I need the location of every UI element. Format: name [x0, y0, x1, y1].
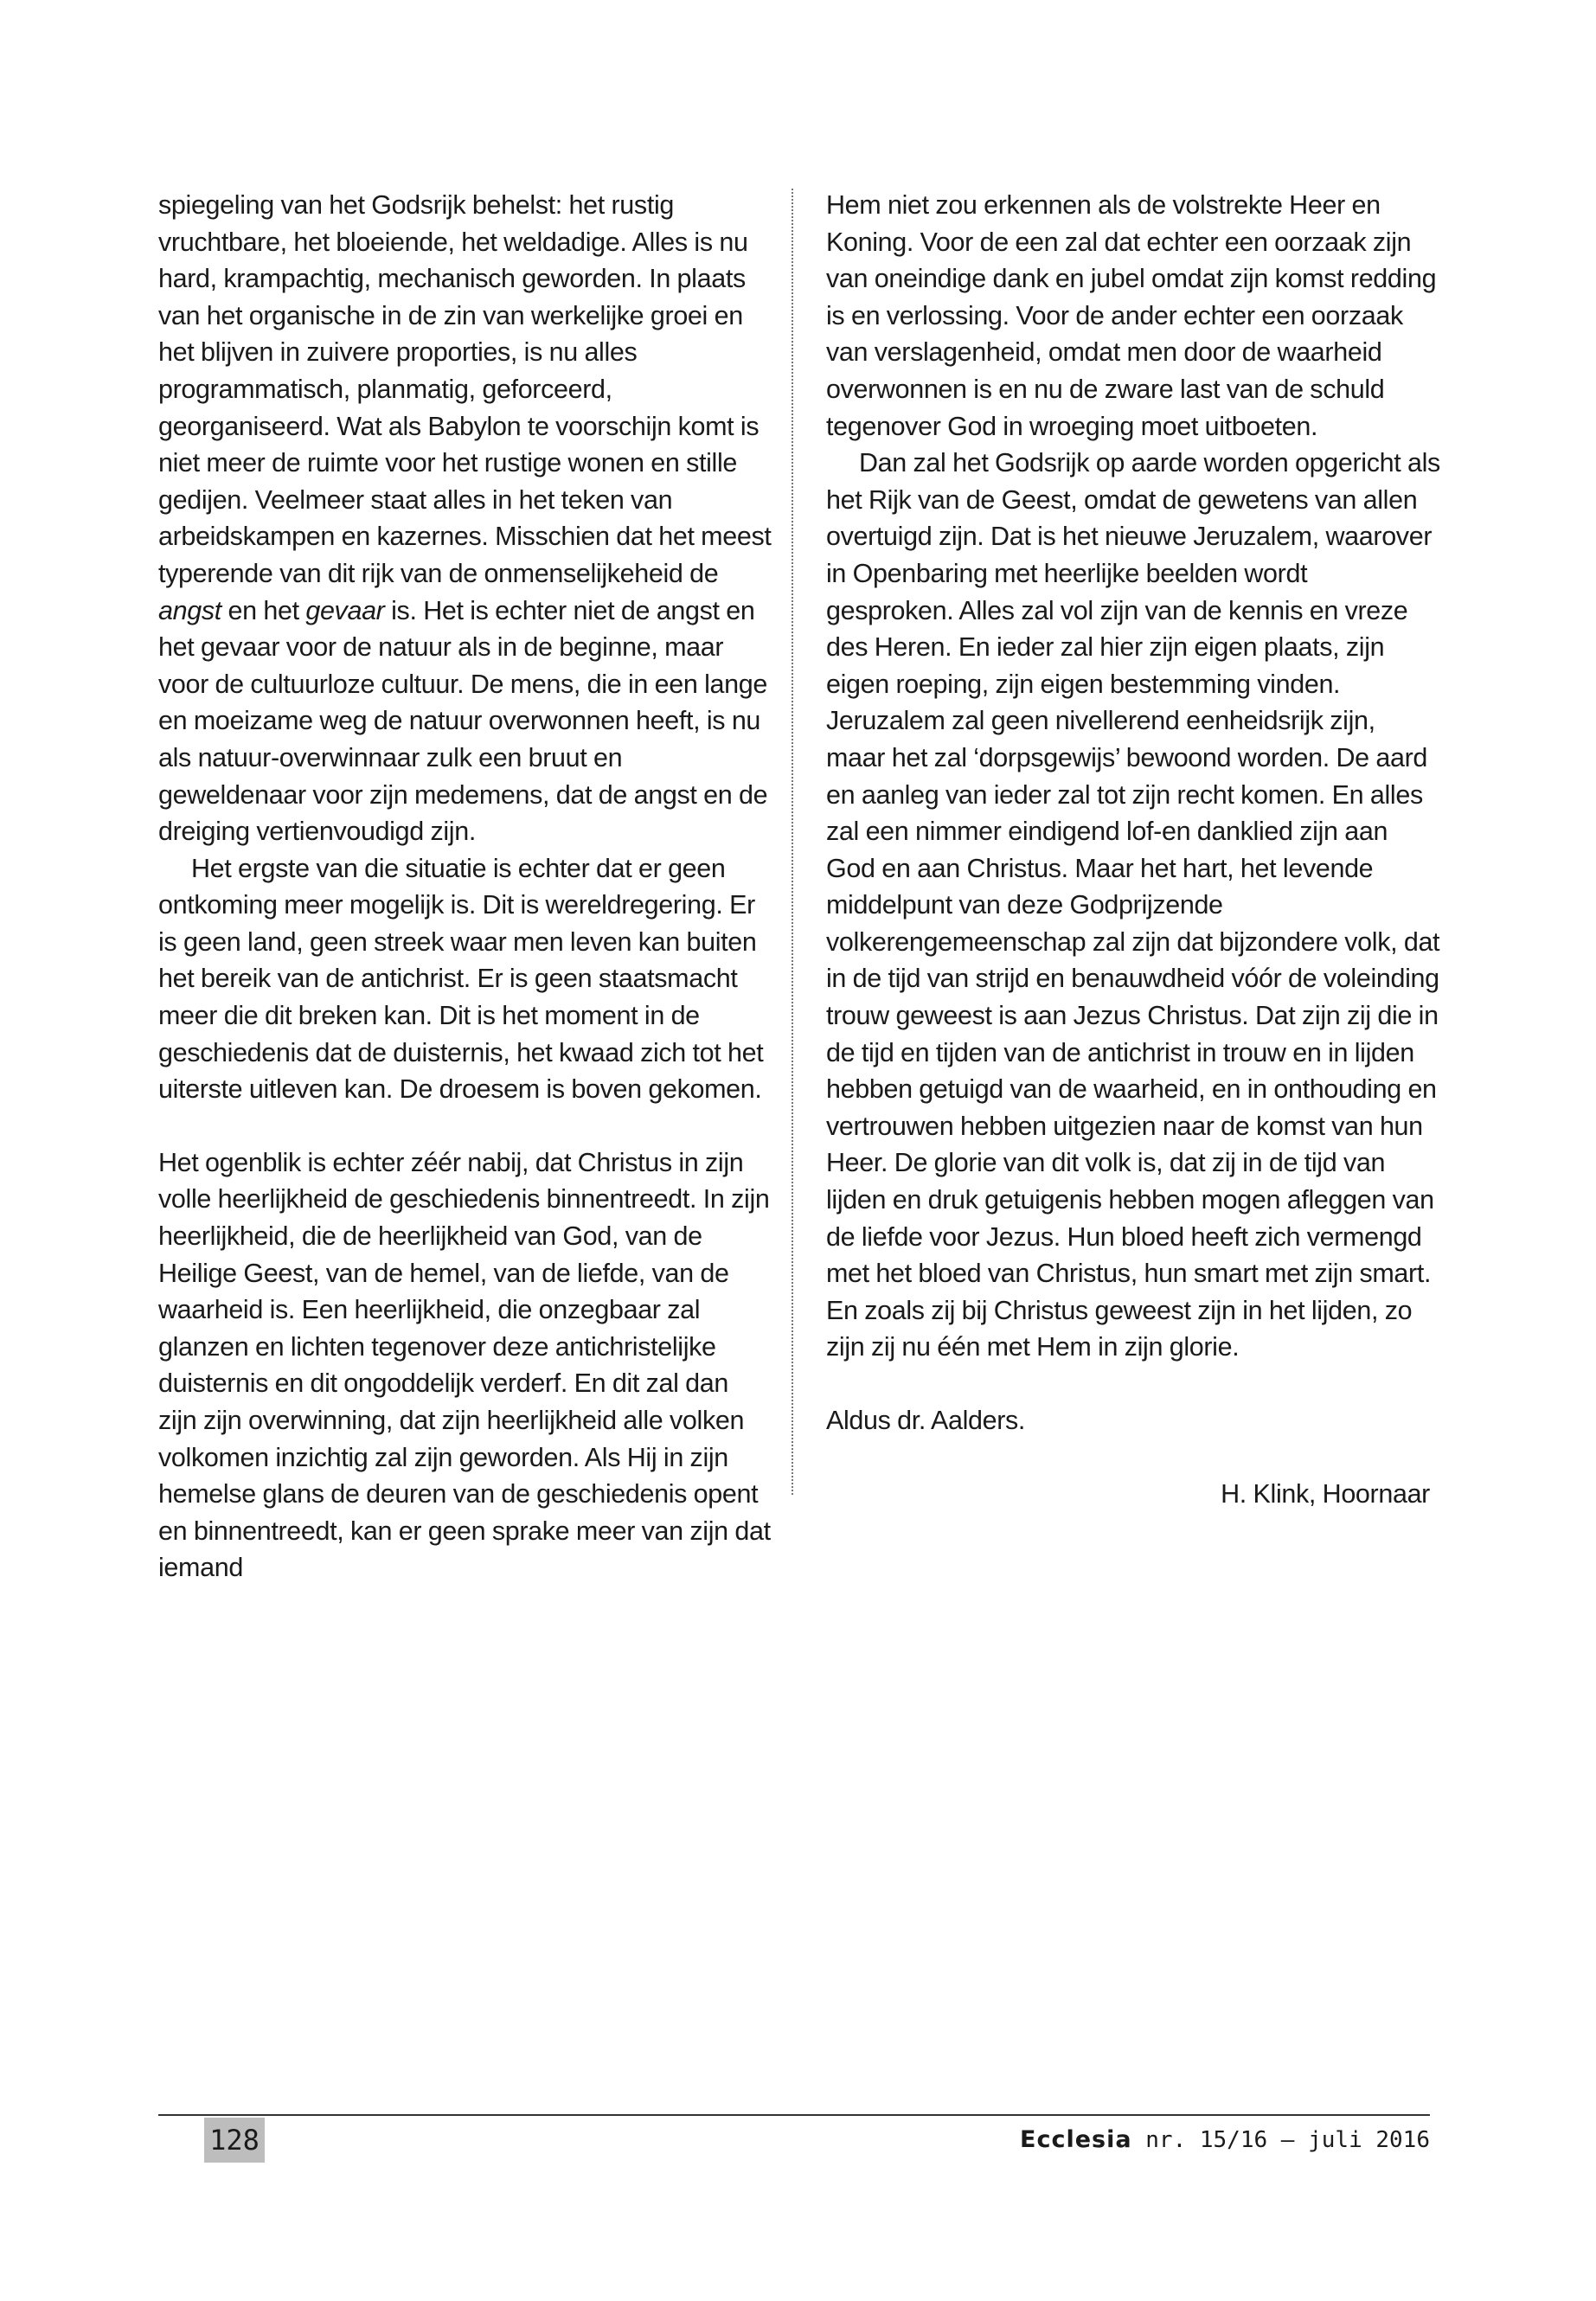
paragraph — [158, 187, 772, 850]
author-signature: H. Klink, Hoornaar — [1221, 1478, 1430, 1509]
right-column — [826, 187, 1440, 1512]
column-divider — [792, 189, 793, 1495]
paragraph: Het ogenblik is echter zéér nabij, dat Christus in zijn volle heerlijkheid de geschiedenis binnentreedt. In zijn heerlijkheid, die de heerlijkheid van God, van de Heilige Geest, van de hemel, van de liefde, van de waarheid is. Een heerlijkheid, die onzegbaar zal glanzen en lichten tegenover deze antichristelijke duisternis en dit ongoddelijk verderf. En dit zal dan zijn zijn overwinning, dat zijn heerlijkheid alle volken volkomen inzichtig zal zijn geworden. Als Hij in zijn hemelse glans de deuren van de geschiedenis opent en binnentreedt, kan er geen sprake meer van zijn dat iemand — [158, 1147, 771, 1583]
running-footer — [1020, 2118, 1430, 2163]
page-number: 128 — [204, 2118, 265, 2163]
paragraph: Aldus dr. Aalders. — [826, 1406, 1026, 1435]
magazine-title: Ecclesia — [1020, 2126, 1132, 2153]
emphasis-text: angst — [158, 595, 221, 625]
emphasis-text: gevaar — [305, 595, 385, 625]
paragraph-text: en het — [221, 595, 306, 625]
paragraph: Dan zal het Godsrijk op aarde worden opgericht als het Rijk van de Geest, omdat de gewetens van allen overtuigd zijn. Dat is het nieuwe Jeruzalem, waarover in Openbaring met heerlijke beelden wordt gesproken. Alles zal vol zijn van de kennis en vreze des Heren. En ieder zal hier zijn eigen plaats, zijn eigen roeping, zijn eigen bestemming vinden. Jeruzalem zal geen nivellerend eenheidsrijk zijn, maar het zal ‘dorpsgewijs’ bewoond worden. De aard en aanleg van ieder zal tot zijn recht komen. En alles zal een nimmer eindigend lof-en danklied zijn aan God en aan Christus. Maar het hart, het levende middelpunt van deze Godprijzende volkerengemeenschap zal zijn dat bijzondere volk, dat in de tijd van strijd en benauwdheid vóór de voleinding trouw geweest is aan Jezus Christus. Dat zijn zij die in de tijd en tijden van de antichrist in trouw en in lijden hebben getuigd van de waarheid, en in onthouding en vertrouwen hebben uitgezien naar de komst van hun Heer. De glorie van dit volk is, dat zij in de tijd van lijden en druk getuigenis hebben mogen afleggen van de liefde voor Jezus. Hun bloed heeft zich vermengd met het bloed van Christus, hun smart met zijn smart. En zoals zij bij Christus geweest zijn in het lijden, zo zijn zij nu één met Hem in zijn glorie. — [826, 448, 1440, 1362]
paragraph-text: spiegeling van het Godsrijk behelst: het rustig vruchtbare, het bloeiende, het weldadige. Alles is nu hard, krampachtig, mechanisch geworden. In plaats van het organische in de zin van werkelijke groei en het blijven in zuivere proporties, is nu alles programmatisch, planmatig, geforceerd, georganiseerd. Wat als Babylon te voorschijn komt is niet meer de ruimte voor het rustige wonen en stille gedijen. Veelmeer staat alles in het teken van arbeidskampen en kazernes. Misschien dat het meest typerende van dit rijk van de onmenselijkeheid de — [158, 190, 772, 588]
issue-info: nr. 15/16 – juli 2016 — [1145, 2127, 1430, 2153]
left-column — [158, 187, 772, 1586]
paragraph: Het ergste van die situatie is echter dat er geen ontkoming meer mogelijk is. Dit is wereldregering. Er is geen land, geen streek waar men leven kan buiten het bereik van de antichrist. Er is geen staatsmacht meer die dit breken kan. Dit is het moment in de geschiedenis dat de duisternis, het kwaad zich tot het uiterste uitleven kan. De droesem is boven gekomen. — [158, 853, 764, 1105]
paragraph: Hem niet zou erkennen als de volstrekte Heer en Koning. Voor de een zal dat echter een oorzaak zijn van oneindige dank en jubel omdat zijn komst redding is en verlossing. Voor de ander echter een oorzaak van verslagenheid, omdat men door de waarheid overwonnen is en nu de zware last van de schuld tegenover God in wroeging moet uitboeten. — [826, 190, 1437, 441]
footer-rule — [158, 2114, 1430, 2116]
paragraph-text: is. Het is echter niet de angst en het gevaar voor de natuur als in de beginne, maar voor de cultuurloze cultuur. De mens, die in een lange en moeizame weg de natuur overwonnen heeft, is nu als natuur-overwinnaar zulk een bruut en geweldenaar voor zijn medemens, dat de angst en de dreiging vertienvoudigd zijn. — [158, 595, 768, 847]
